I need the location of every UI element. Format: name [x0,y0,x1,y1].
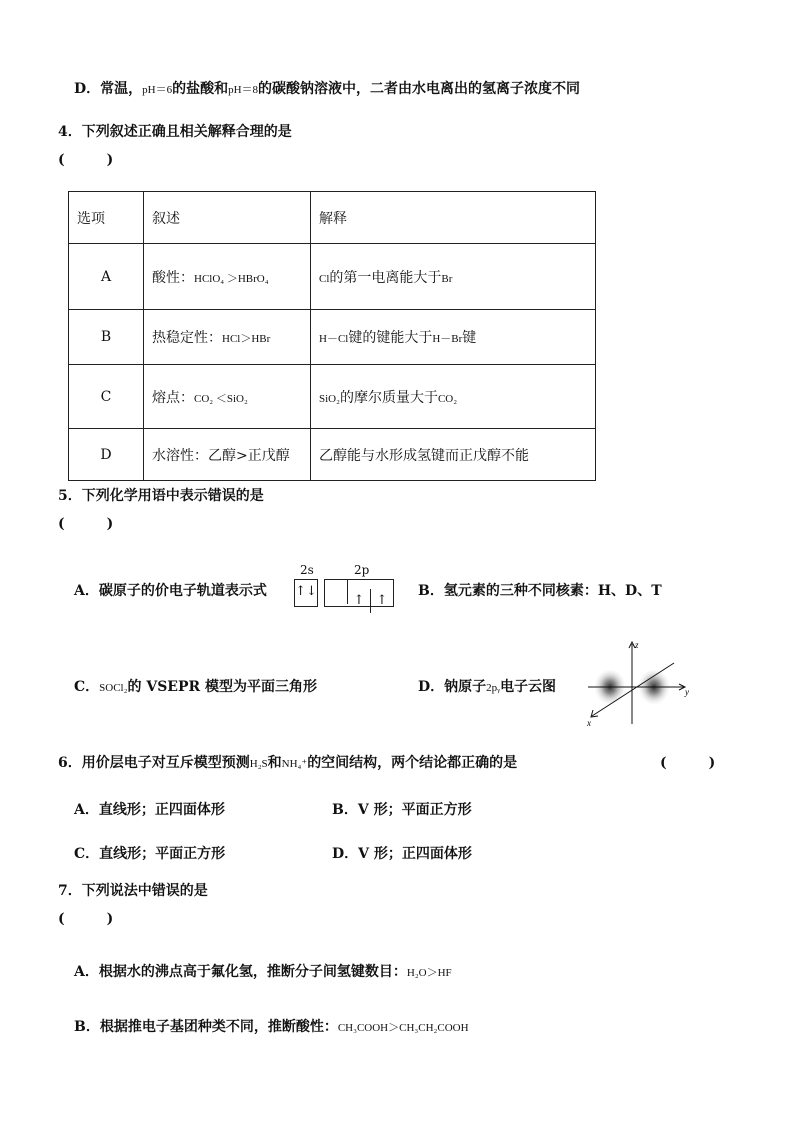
z-axis-label: z [635,640,639,650]
q6-stem: 6．用价层电子对互斥模型预测H₂S和NH₄⁺的空间结构，两个结论都正确的是 [58,755,518,771]
q4-answer-paren: ( ) [58,152,114,168]
electron-cloud-diagram [584,636,694,728]
q6-option-b: B．V 形；平面正方形 [332,802,472,818]
q7-stem: 7．下列说法中错误的是 [58,883,208,899]
q4-stem: 4．下列叙述正确且相关解释合理的是 [58,124,292,140]
header-explanation: 解释 [311,192,596,244]
orbital-2s-electrons: ↑↓ [295,584,317,599]
table-row [69,244,596,310]
q3-option-d [74,78,580,98]
row-statement: 热稳定性：HCl＞HBr [144,310,311,365]
orbital-2p-2: ↑ [348,589,371,613]
header-option: 选项 [69,192,144,244]
row-option: C [69,365,144,429]
header-statement: 叙述 [144,192,311,244]
q3-d-label: D．常温， [74,81,143,97]
orbital-2p-boxes [324,579,394,607]
q5-option-d: D．钠原子2pᵧ电子云图 [418,679,557,695]
q5-answer-paren: ( ) [58,516,114,532]
table-row [69,365,596,429]
q6-answer-paren: ( ) [660,755,716,771]
row-statement: 熔点：CO₂ ＜SiO₂ [144,365,311,429]
label-2s: 2s [300,563,314,577]
row-option: D [69,429,144,481]
q4-table [68,191,596,481]
q7-option-b: B．根据推电子基团种类不同，推断酸性：CH₃COOH＞CH₃CH₂COOH [74,1019,469,1035]
q5-option-c: C．SOCl₂的 VSEPR 模型为平面三角形 [74,679,318,695]
label-2p: 2p [354,563,370,577]
q3-ph6: pH＝6 [142,84,173,96]
row-option: A [69,244,144,310]
q6-option-c: C．直线形；平面正方形 [74,846,226,862]
row-explanation: SiO₂的摩尔质量大于CO₂ [311,365,596,429]
row-explanation: 乙醇能与水形成氢键而正戊醇不能 [311,429,596,481]
q3-d-mid: 的盐酸和 [172,81,229,97]
q5-option-b: B．氢元素的三种不同核素：H、D、T [418,583,662,599]
orbital-2s-box [294,579,318,607]
q5-stem: 5．下列化学用语中表示错误的是 [58,488,264,504]
x-axis-label: x [587,718,591,728]
table-header-row [69,192,596,244]
orbital-2p-1 [325,580,348,604]
row-option: B [69,310,144,365]
q7-answer-paren: ( ) [58,911,114,927]
q5-option-a: A．碳原子的价电子轨道表示式 [74,583,267,599]
q3-ph8: pH＝8 [228,84,259,96]
table-row [69,310,596,365]
q3-d-end: 的碳酸钠溶液中，二者由水电离出的氢离子浓度不同 [258,81,581,97]
row-explanation: H－Cl键的键能大于H－Br键 [311,310,596,365]
row-statement: 酸性：HClO₄ ＞HBrO₄ [144,244,311,310]
table-row [69,429,596,481]
y-axis-label: y [685,687,689,697]
q6-option-d: D．V 形；正四面体形 [332,846,472,862]
orbital-2p-3: ↑ [376,593,388,608]
q6-option-a: A．直线形；正四面体形 [74,802,225,818]
q7-option-a: A．根据水的沸点高于氟化氢，推断分子间氢键数目：H₂O＞HF [74,964,452,980]
row-explanation: Cl的第一电离能大于Br [311,244,596,310]
row-statement: 水溶性：乙醇>正戊醇 [144,429,311,481]
